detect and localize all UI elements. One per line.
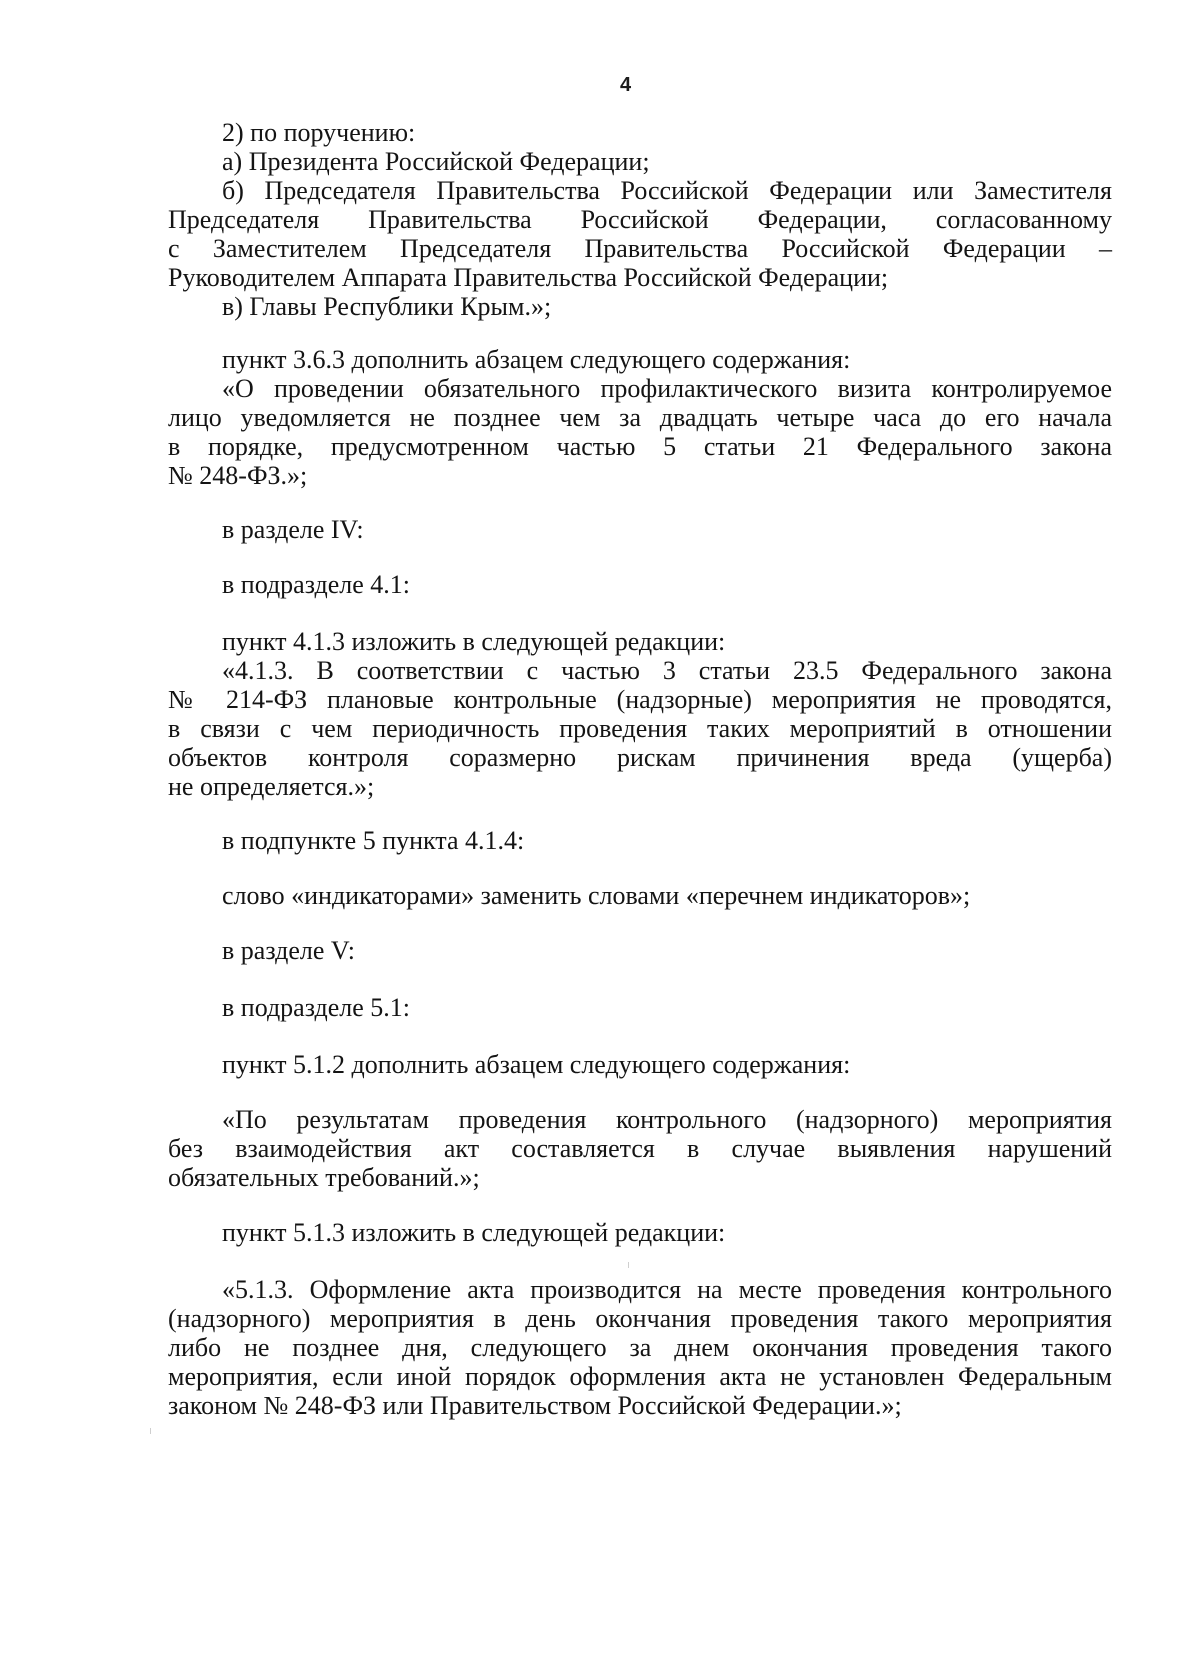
text-line: № 248-ФЗ.»;	[168, 461, 308, 490]
text-line: в разделе IV:	[222, 515, 364, 544]
text-line: обязательных требований.»;	[168, 1163, 480, 1192]
text-line: без взаимодействия акт составляется в случае выявления нарушений	[168, 1134, 1112, 1163]
text-line: пункт 5.1.2 дополнить абзацем следующего содержания:	[222, 1050, 851, 1079]
text-line: не определяется.»;	[168, 772, 375, 801]
text-line: Руководителем Аппарата Правительства Российской Федерации;	[168, 263, 889, 292]
text-line: слово «индикаторами» заменить словами «перечнем индикаторов»;	[222, 881, 971, 910]
text-line: пункт 4.1.3 изложить в следующей редакции:	[222, 627, 726, 656]
text-line: лицо уведомляется не позднее чем за двадцать четыре часа до его начала	[168, 403, 1112, 432]
text-line: законом № 248-ФЗ или Правительством Российской Федерации.»;	[168, 1391, 902, 1420]
text-line: 2) по поручению:	[222, 118, 416, 147]
text-line: № 214-ФЗ плановые контрольные (надзорные) мероприятия не проводятся,	[168, 685, 1112, 714]
text-line: (надзорного) мероприятия в день окончания проведения такого мероприятия	[168, 1304, 1112, 1333]
text-line: в подпункте 5 пункта 4.1.4:	[222, 826, 525, 855]
text-line: пункт 5.1.3 изложить в следующей редакции:	[222, 1218, 726, 1247]
text-line: с Заместителем Председателя Правительства Российской Федерации –	[168, 234, 1112, 263]
text-line: Председателя Правительства Российской Федерации, согласованному	[168, 205, 1112, 234]
text-line: в) Главы Республики Крым.»;	[222, 292, 552, 321]
text-line: «О проведении обязательного профилактического визита контролируемое	[222, 374, 1112, 403]
text-line: б) Председателя Правительства Российской Федерации или Заместителя	[222, 176, 1112, 205]
text-line: в порядке, предусмотренном частью 5 статьи 21 Федерального закона	[168, 432, 1112, 461]
text-line: «4.1.3. В соответствии с частью 3 статьи 23.5 Федерального закона	[222, 656, 1112, 685]
text-line: в связи с чем периодичность проведения таких мероприятий в отношении	[168, 714, 1112, 743]
scan-speck	[150, 1428, 151, 1434]
text-line: в подразделе 4.1:	[222, 570, 411, 599]
text-line: пункт 3.6.3 дополнить абзацем следующего содержания:	[222, 345, 851, 374]
text-line: мероприятия, если иной порядок оформления акта не установлен Федеральным	[168, 1362, 1112, 1391]
scan-speck	[628, 1262, 629, 1268]
text-line: либо не позднее дня, следующего за днем окончания проведения такого	[168, 1333, 1112, 1362]
text-line: в разделе V:	[222, 936, 355, 965]
text-line: «5.1.3. Оформление акта производится на месте проведения контрольного	[222, 1275, 1112, 1304]
page-number: 4	[620, 74, 632, 96]
text-line: в подразделе 5.1:	[222, 993, 411, 1022]
text-line: объектов контроля соразмерно рискам причинения вреда (ущерба)	[168, 743, 1112, 772]
text-line: а) Президента Российской Федерации;	[222, 147, 650, 176]
text-line: «По результатам проведения контрольного (надзорного) мероприятия	[222, 1105, 1112, 1134]
